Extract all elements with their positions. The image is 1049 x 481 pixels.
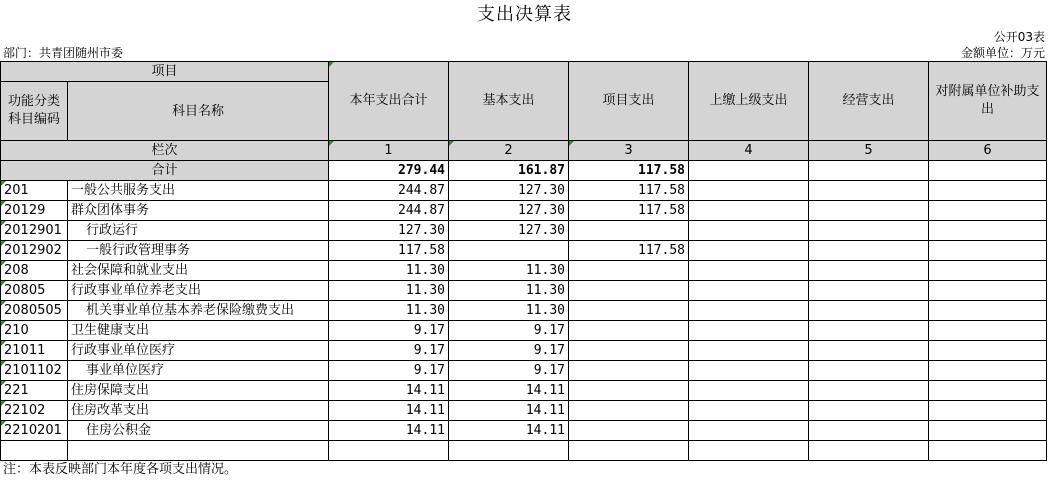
total-row-business [809, 161, 929, 181]
row-code: 20129 [1, 201, 68, 221]
header-total: 本年支出合计 [329, 62, 449, 141]
column-number-4: 4 [689, 141, 809, 161]
row-basic: 11.30 [449, 281, 569, 301]
empty-cell [809, 441, 929, 461]
table-row [1, 341, 1047, 361]
row-code: 210 [1, 321, 68, 341]
header-code: 功能分类科目编码 [1, 82, 68, 141]
table-note: 注：本表反映部门本年度各项支出情况。 [3, 462, 238, 477]
row-code: 20805 [1, 281, 68, 301]
total-row-subsidy [929, 161, 1047, 181]
row-upper [689, 421, 809, 441]
row-upper [689, 401, 809, 421]
header-subsidy: 对附属单位补助支出 [929, 62, 1047, 141]
row-subsidy [929, 301, 1047, 321]
form-number-row [0, 29, 1049, 46]
row-total: 11.30 [329, 301, 449, 321]
row-name: 群众团体事务 [68, 201, 329, 221]
empty-cell [449, 441, 569, 461]
header-upper: 上缴上级支出 [689, 62, 809, 141]
row-project: 117.58 [569, 241, 689, 261]
table-row [1, 401, 1047, 421]
row-subsidy [929, 321, 1047, 341]
row-name: 住房保障支出 [68, 381, 329, 401]
empty-cell [569, 441, 689, 461]
row-subsidy [929, 241, 1047, 261]
table-row [1, 201, 1047, 221]
empty-cell [929, 441, 1047, 461]
row-subsidy [929, 281, 1047, 301]
row-basic: 14.11 [449, 421, 569, 441]
row-upper [689, 321, 809, 341]
row-upper [689, 281, 809, 301]
row-total: 14.11 [329, 401, 449, 421]
table-row [1, 261, 1047, 281]
row-total: 11.30 [329, 261, 449, 281]
empty-cell [1, 441, 68, 461]
row-business [809, 301, 929, 321]
row-upper [689, 381, 809, 401]
row-upper [689, 261, 809, 281]
row-upper [689, 241, 809, 261]
form-number: 公开03表 [993, 30, 1045, 44]
row-project [569, 261, 689, 281]
row-upper [689, 301, 809, 321]
row-code: 2012901 [1, 221, 68, 241]
header-project-expenditure: 项目支出 [569, 62, 689, 141]
row-business [809, 341, 929, 361]
total-row-project: 117.58 [569, 161, 689, 181]
expenditure-table [0, 61, 1047, 461]
row-total: 14.11 [329, 381, 449, 401]
row-basic: 127.30 [449, 201, 569, 221]
row-code: 208 [1, 261, 68, 281]
table-row [1, 381, 1047, 401]
row-name: 社会保障和就业支出 [68, 261, 329, 281]
table-row [1, 241, 1047, 261]
row-business [809, 221, 929, 241]
column-number-6: 6 [929, 141, 1047, 161]
row-basic: 11.30 [449, 301, 569, 321]
total-row-upper [689, 161, 809, 181]
total-row-basic: 161.87 [449, 161, 569, 181]
row-code: 21011 [1, 341, 68, 361]
column-number-1: 1 [329, 141, 449, 161]
row-project [569, 401, 689, 421]
row-upper [689, 361, 809, 381]
row-name: 行政事业单位养老支出 [68, 281, 329, 301]
header-basic: 基本支出 [449, 62, 569, 141]
row-basic: 14.11 [449, 401, 569, 421]
row-business [809, 361, 929, 381]
row-code: 2101102 [1, 361, 68, 381]
empty-cell [329, 441, 449, 461]
row-name: 住房改革支出 [68, 401, 329, 421]
header-project: 项目 [1, 62, 329, 82]
row-total: 9.17 [329, 321, 449, 341]
row-total: 244.87 [329, 201, 449, 221]
table-row [1, 301, 1047, 321]
table-row-empty [1, 441, 1047, 461]
row-business [809, 261, 929, 281]
table-row [1, 321, 1047, 341]
row-name: 行政运行 [68, 221, 329, 241]
empty-cell [68, 441, 329, 461]
row-upper [689, 201, 809, 221]
row-upper [689, 341, 809, 361]
row-code: 2210201 [1, 421, 68, 441]
column-number-5: 5 [809, 141, 929, 161]
total-row-total: 279.44 [329, 161, 449, 181]
row-subsidy [929, 201, 1047, 221]
row-code: 22102 [1, 401, 68, 421]
row-business [809, 401, 929, 421]
row-project [569, 381, 689, 401]
row-name: 行政事业单位医疗 [68, 341, 329, 361]
row-project [569, 281, 689, 301]
total-row-label: 合计 [1, 161, 329, 181]
row-basic: 11.30 [449, 261, 569, 281]
table-row [1, 181, 1047, 201]
row-code: 2080505 [1, 301, 68, 321]
row-upper [689, 221, 809, 241]
row-basic [449, 241, 569, 261]
row-subsidy [929, 401, 1047, 421]
row-basic: 9.17 [449, 361, 569, 381]
row-project [569, 361, 689, 381]
column-number-3: 3 [569, 141, 689, 161]
row-subsidy [929, 361, 1047, 381]
row-basic: 127.30 [449, 221, 569, 241]
row-business [809, 181, 929, 201]
row-basic: 14.11 [449, 381, 569, 401]
table-row [1, 221, 1047, 241]
row-project [569, 221, 689, 241]
row-basic: 127.30 [449, 181, 569, 201]
header-business: 经营支出 [809, 62, 929, 141]
row-basic: 9.17 [449, 321, 569, 341]
column-number-2: 2 [449, 141, 569, 161]
row-subsidy [929, 421, 1047, 441]
header-name: 科目名称 [68, 82, 329, 141]
empty-cell [689, 441, 809, 461]
row-name: 一般行政管理事务 [68, 241, 329, 261]
row-code: 221 [1, 381, 68, 401]
row-name: 一般公共服务支出 [68, 181, 329, 201]
row-name: 机关事业单位基本养老保险缴费支出 [68, 301, 329, 321]
row-code: 2012902 [1, 241, 68, 261]
row-name: 卫生健康支出 [68, 321, 329, 341]
row-subsidy [929, 261, 1047, 281]
row-project [569, 341, 689, 361]
row-total: 9.17 [329, 341, 449, 361]
row-subsidy [929, 221, 1047, 241]
unit-label: 金额单位：万元 [960, 46, 1045, 60]
row-total: 14.11 [329, 421, 449, 441]
row-business [809, 201, 929, 221]
row-name: 住房公积金 [68, 421, 329, 441]
department-label: 部门：共青团随州市委 [3, 46, 124, 60]
row-project: 117.58 [569, 181, 689, 201]
row-business [809, 281, 929, 301]
row-business [809, 321, 929, 341]
row-business [809, 381, 929, 401]
table-row [1, 421, 1047, 441]
table-row [1, 281, 1047, 301]
row-subsidy [929, 381, 1047, 401]
table-row [1, 361, 1047, 381]
row-total: 127.30 [329, 221, 449, 241]
row-business [809, 241, 929, 261]
row-total: 9.17 [329, 361, 449, 381]
row-business [809, 421, 929, 441]
column-index-label: 栏次 [1, 141, 329, 161]
department-row [0, 45, 1049, 62]
row-project [569, 421, 689, 441]
page-title: 支出决算表 [477, 4, 572, 25]
row-subsidy [929, 181, 1047, 201]
row-upper [689, 181, 809, 201]
row-total: 117.58 [329, 241, 449, 261]
row-name: 事业单位医疗 [68, 361, 329, 381]
row-subsidy [929, 341, 1047, 361]
row-basic: 9.17 [449, 341, 569, 361]
row-total: 244.87 [329, 181, 449, 201]
row-project: 117.58 [569, 201, 689, 221]
row-project [569, 321, 689, 341]
row-total: 11.30 [329, 281, 449, 301]
row-code: 201 [1, 181, 68, 201]
row-project [569, 301, 689, 321]
